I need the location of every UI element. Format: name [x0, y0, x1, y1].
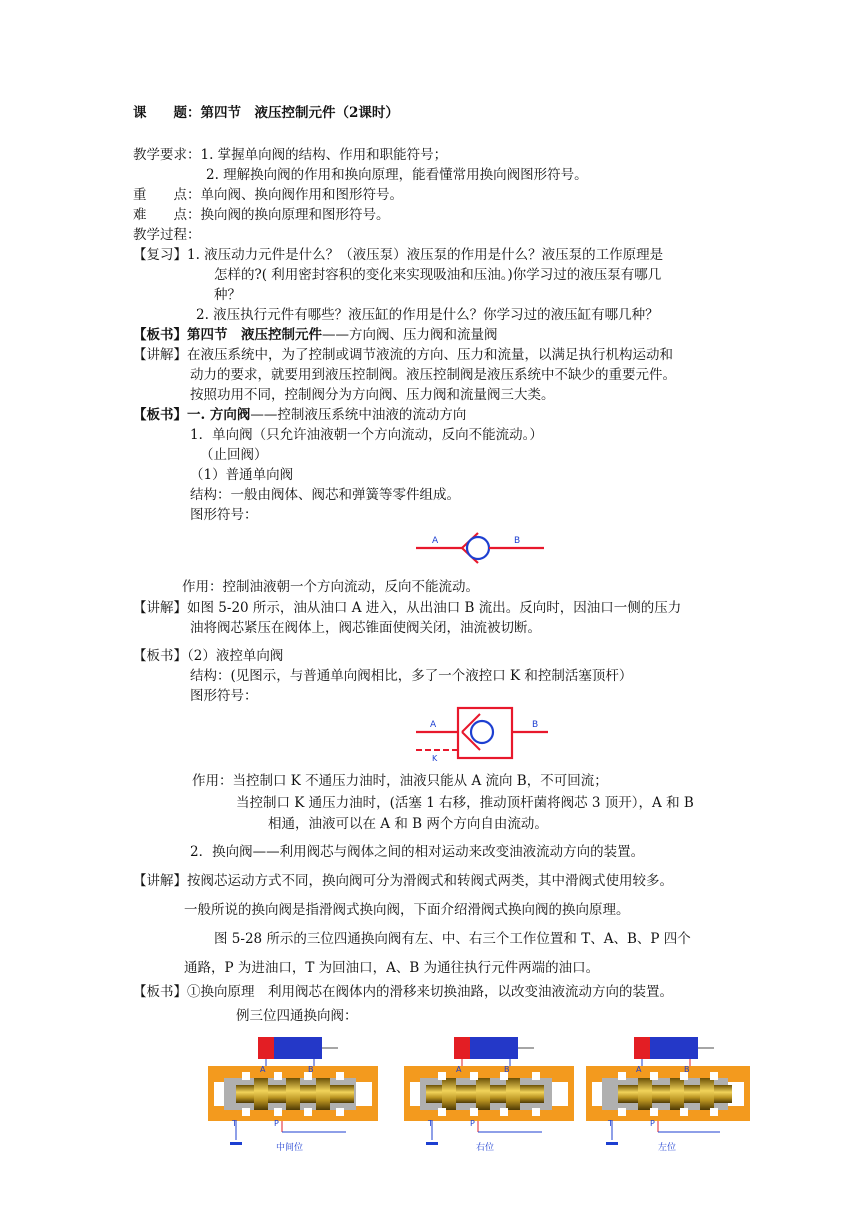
valve-2-port-p: P [470, 1119, 475, 1128]
lecture-3-line-2: 一般所说的换向阀是指滑阀式换向阀，下面介绍滑阀式换向阀的换向原理。 [184, 902, 630, 918]
lecture-2-line-2: 油将阀芯紧压在阀体上，阀芯锥面使阀关闭，油流被切断。 [190, 620, 541, 636]
board-2 [133, 406, 466, 424]
sym2-ball-icon [471, 721, 493, 743]
board-4: 【板书】①换向原理 利用阀芯在阀体内的滑移来切换油路，以改变油液流动方向的装置。 [133, 984, 673, 1000]
pilot-function-2-line-2: 相通，油液可以在 A 和 B 两个方向自由流动。 [268, 816, 548, 832]
lecture-4-line-2: 通路，P 为进油口，T 为回油口，A、B 为通往执行元件两端的油口。 [184, 960, 600, 976]
normal-check-valve: （1）普通单向阀 [190, 467, 294, 483]
valve-diagram-right [404, 1032, 582, 1154]
valve-2-caption: 右位 [476, 1143, 495, 1153]
review-1-line-1: 【复习】1. 液压动力元件是什么？（液压泵）液压泵的作用是什么？液压泵的工作原理是 [133, 247, 664, 263]
board-1-bold: 第四节 液压控制元件 [187, 327, 322, 343]
valve-2-port-b: B [504, 1065, 510, 1074]
sym1-port-a-label: A [432, 536, 439, 546]
review-1-line-2: 怎样的?( 利用密封容积的变化来实现吸油和压油。)你学习过的液压泵有哪几 [214, 267, 662, 283]
review-2: 2. 液压执行元件有哪些？液压缸的作用是什么？你学习过的液压缸有哪几种？ [196, 307, 659, 323]
pilot-check-valve-symbol [416, 706, 551, 762]
symbol-label-1: 图形符号： [190, 507, 258, 523]
sym2-port-a-label: A [430, 720, 437, 730]
valve-3-port-t: T [608, 1119, 613, 1128]
cylinder-red-icon [634, 1037, 650, 1059]
valve-2-port-t: T [428, 1119, 433, 1128]
cylinder-blue-icon [470, 1037, 518, 1059]
sym2-port-k-label: K [432, 754, 438, 763]
valve-3-caption: 左位 [658, 1143, 677, 1153]
requirement-1: 教学要求：1. 掌握单向阀的结构、作用和职能符号； [133, 147, 448, 163]
normal-cv-function: 作用：控制油液朝一个方向流动，反向不能流动。 [182, 579, 479, 595]
example-label: 例三位四通换向阀： [236, 1008, 358, 1024]
sym1-port-b-label: B [514, 536, 521, 546]
valve-1-port-t: T [232, 1119, 237, 1128]
directional-valve: 2．换向阀——利用阀芯与阀体之间的相对运动来改变油液流动方向的装置。 [190, 844, 645, 860]
lecture-2-line-1: 【讲解】如图 5-20 所示，油从油口 A 进入，从出油口 B 流出。反向时，因油口一侧的压力 [133, 600, 682, 616]
pilot-function-1: 作用：当控制口 K 不通压力油时，油液只能从 A 流向 B，不可回流； [192, 773, 608, 789]
pilot-function-2-line-1: 当控制口 K 通压力油时，(活塞 1 右移，推动顶杆菌将阀芯 3 顶开），A 和 B [236, 795, 694, 811]
board-2-rest: ——控制液压系统中油液的流动方向 [250, 407, 467, 423]
board-1-tag: 【板书】 [133, 327, 187, 343]
pilot-structure: 结构：(见图示，与普通单向阀相比，多了一个液控口 K 和控制活塞顶杆） [190, 668, 633, 684]
lecture-3-line-1: 【讲解】按阀芯运动方式不同，换向阀可分为滑阀式和转阀式两类，其中滑阀式使用较多。 [133, 873, 673, 889]
difficulty: 难 点：换向阀的换向原理和图形符号。 [133, 207, 390, 223]
cylinder-blue-icon [650, 1037, 698, 1059]
check-valve-alias: （止回阀） [200, 447, 268, 463]
valve-3-port-a: A [636, 1065, 642, 1074]
board-1-rest: ——方向阀、压力阀和流量阀 [322, 327, 498, 343]
valve-1-port-b: B [308, 1065, 314, 1074]
valve-1-port-p: P [274, 1119, 279, 1128]
process-label: 教学过程： [133, 227, 201, 243]
normal-cv-structure: 结构：一般由阀体、阀芯和弹簧等零件组成。 [190, 487, 460, 503]
check-valve-symbol [416, 530, 546, 570]
sym2-port-b-label: B [532, 720, 539, 730]
key-point: 重 点：单向阀、换向阀作用和图形符号。 [133, 187, 403, 203]
valve-2-port-a: A [456, 1065, 462, 1074]
valve-diagram-left [586, 1032, 754, 1154]
ball-icon [467, 537, 489, 559]
valve-3-port-p: P [650, 1119, 655, 1128]
valve-3-port-b: B [684, 1065, 690, 1074]
lecture-1-line-2: 动力的要求，就要用到液压控制阀。液压控制阀是液压系统中不缺少的重要元件。 [190, 367, 676, 383]
lecture-1-line-3: 按照功用不同，控制阀分为方向阀、压力阀和流量阀三大类。 [190, 387, 555, 403]
check-valve-title: 1．单向阀（只允许油液朝一个方向流动，反向不能流动。） [190, 427, 543, 443]
symbol-label-2: 图形符号： [190, 688, 258, 704]
board-2-tag: 【板书】 [133, 407, 187, 423]
valve-diagram-middle [208, 1032, 386, 1154]
lecture-1-line-1: 【讲解】在液压系统中，为了控制或调节液流的方向、压力和流量，以满足执行机构运动和 [133, 347, 673, 363]
board-1 [133, 326, 498, 344]
board-2-bold: 一. 方向阀 [187, 407, 251, 423]
review-1-line-3: 种？ [214, 287, 241, 303]
cylinder-red-icon [258, 1037, 274, 1059]
valve-1-port-a: A [260, 1065, 266, 1074]
board-3: 【板书】（2）液控单向阀 [133, 648, 284, 664]
cylinder-red-icon [454, 1037, 470, 1059]
lecture-4-line-1: 图 5-28 所示的三位四通换向阀有左、中、右三个工作位置和 T、A、B、P 四个 [214, 931, 691, 947]
lesson-title: 课 题：第四节 液压控制元件（2课时） [133, 105, 399, 121]
requirement-2: 2. 理解换向阀的作用和换向原理，能看懂常用换向阀图形符号。 [206, 167, 588, 183]
cylinder-blue-icon [274, 1037, 322, 1059]
valve-1-caption: 中间位 [276, 1143, 304, 1153]
